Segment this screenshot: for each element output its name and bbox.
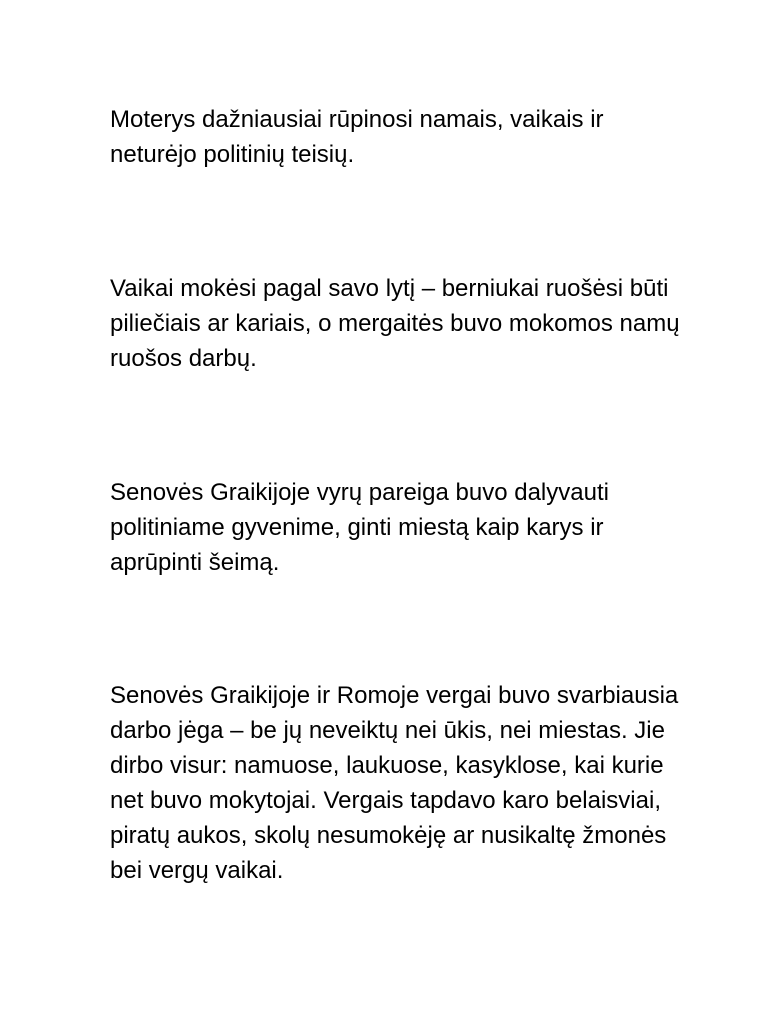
paragraph-women-roles: Moterys dažniausiai rūpinosi namais, vaikais ir neturėjo politinių teisių. bbox=[110, 106, 604, 168]
paragraph-men-duties: Senovės Graikijoje vyrų pareiga buvo dalyvauti politiniame gyvenime, ginti miestą kaip karys ir aprūpinti šeimą. bbox=[110, 479, 609, 576]
paragraph-children-education: Vaikai mokėsi pagal savo lytį – berniukai ruošėsi būti piliečiais ar kariais, o mergaitės buvo mokomos namų ruošos darbų. bbox=[110, 275, 680, 372]
paragraph-slaves: Senovės Graikijoje ir Romoje vergai buvo svarbiausia darbo jėga – be jų neveiktų nei ūkis, nei miestas. Jie dirbo visur: namuose, laukuose, kasyklose, kai kurie net buvo mokytojai. Vergais tapdavo karo belaisviai, piratų aukos, skolų nesumokėję ar nusikaltę žmonės bei vergų vaikai. bbox=[110, 682, 679, 884]
